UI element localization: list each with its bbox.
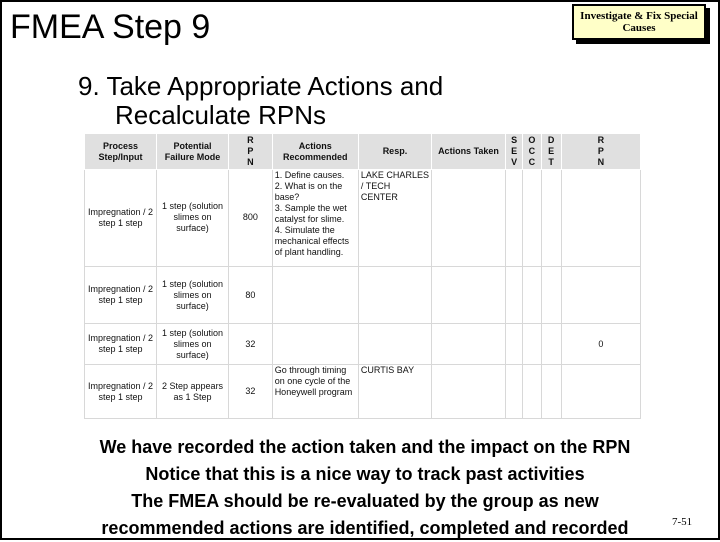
header-taken: Actions Taken xyxy=(431,134,505,170)
cell-actions xyxy=(272,324,358,365)
cell-rpn: 800 xyxy=(229,170,273,267)
cell-occ xyxy=(523,324,541,365)
cell-resp xyxy=(358,324,431,365)
cell-det xyxy=(541,365,561,419)
table-row xyxy=(85,170,641,267)
cell-process: Impregnation / 2 step 1 step xyxy=(85,365,157,419)
cell-rpn-new xyxy=(561,170,640,267)
header-occ: O C C xyxy=(523,134,541,170)
cell-taken xyxy=(431,170,505,267)
cell-actions: 1. Define causes. 2. What is on the base? 3. Sample the wet catalyst for slime. 4. Simulate the mechanical effects of plant handling. xyxy=(272,170,358,267)
header-rpn: R P N xyxy=(229,134,273,170)
cell-actions: Go through timing on one cycle of the Honeywell program xyxy=(272,365,358,419)
cell-resp: LAKE CHARLES / TECH CENTER xyxy=(358,170,431,267)
cell-det xyxy=(541,324,561,365)
cell-failure: 1 step (solution slimes on surface) xyxy=(157,266,229,324)
table-row xyxy=(85,266,641,324)
fmea-table-image xyxy=(84,133,641,419)
cell-failure: 1 step (solution slimes on surface) xyxy=(157,170,229,267)
header-process: Process Step/Input xyxy=(85,134,157,170)
cell-process: Impregnation / 2 step 1 step xyxy=(85,170,157,267)
cell-rpn: 32 xyxy=(229,365,273,419)
cell-rpn-new xyxy=(561,266,640,324)
cell-sev xyxy=(506,365,523,419)
footer-line-3: The FMEA should be re-evaluated by the group as new xyxy=(131,491,599,511)
footer-line-2: Notice that this is a nice way to track past activities xyxy=(145,464,585,484)
header-sev: S E V xyxy=(506,134,523,170)
topic-badge: Investigate & Fix Special Causes xyxy=(572,4,706,40)
cell-process: Impregnation / 2 step 1 step xyxy=(85,266,157,324)
slide-title: FMEA Step 9 xyxy=(10,8,211,46)
table-row xyxy=(85,365,641,419)
cell-sev xyxy=(506,324,523,365)
fmea-table xyxy=(84,133,641,419)
page-number: 7-51 xyxy=(672,516,693,528)
cell-det xyxy=(541,170,561,267)
step-heading xyxy=(78,72,443,130)
footer-notes xyxy=(60,434,670,542)
footer-line-1: We have recorded the action taken and the impact on the RPN xyxy=(99,437,631,457)
cell-occ xyxy=(523,170,541,267)
footer-line-4: recommended actions are identified, completed and recorded xyxy=(101,518,629,538)
cell-taken xyxy=(431,365,505,419)
header-rpn-new: R P N xyxy=(561,134,640,170)
cell-sev xyxy=(506,266,523,324)
cell-process: Impregnation / 2 step 1 step xyxy=(85,324,157,365)
heading-line-2: Recalculate RPNs xyxy=(115,100,326,130)
cell-sev xyxy=(506,170,523,267)
header-det: D E T xyxy=(541,134,561,170)
cell-actions xyxy=(272,266,358,324)
cell-failure: 1 step (solution slimes on surface) xyxy=(157,324,229,365)
heading-line-1: 9. Take Appropriate Actions and xyxy=(78,71,444,101)
cell-rpn: 32 xyxy=(229,324,273,365)
header-resp: Resp. xyxy=(358,134,431,170)
cell-rpn-new xyxy=(561,365,640,419)
cell-failure: 2 Step appears as 1 Step xyxy=(157,365,229,419)
cell-taken xyxy=(431,324,505,365)
cell-rpn: 80 xyxy=(229,266,273,324)
cell-det xyxy=(541,266,561,324)
cell-resp: CURTIS BAY xyxy=(358,365,431,419)
cell-occ xyxy=(523,266,541,324)
cell-rpn-new: 0 xyxy=(561,324,640,365)
header-actions: Actions Recommended xyxy=(272,134,358,170)
cell-resp xyxy=(358,266,431,324)
cell-occ xyxy=(523,365,541,419)
table-row xyxy=(85,324,641,365)
header-failure: Potential Failure Mode xyxy=(157,134,229,170)
cell-taken xyxy=(431,266,505,324)
table-header-row xyxy=(85,134,641,170)
